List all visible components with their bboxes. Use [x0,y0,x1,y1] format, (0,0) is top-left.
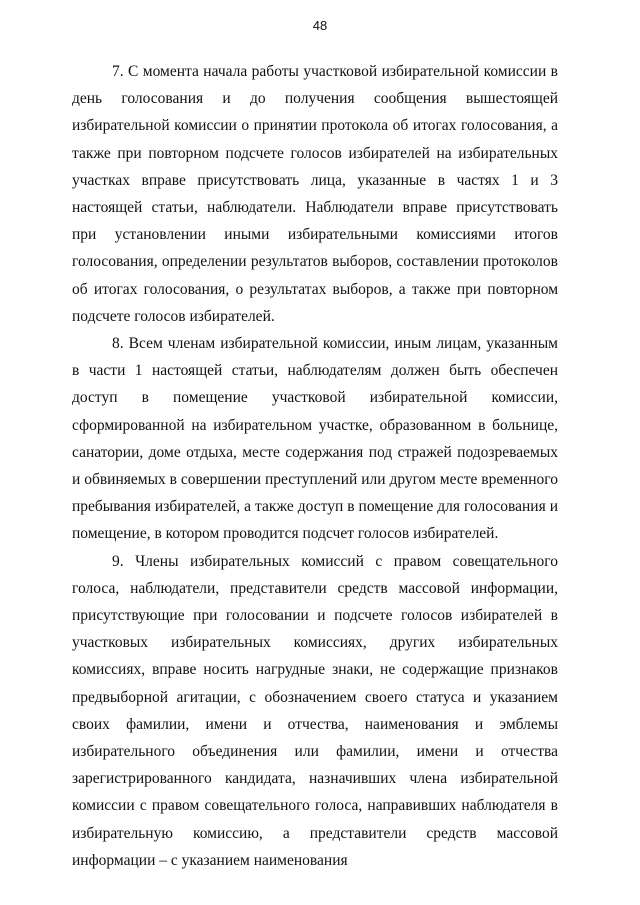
body-text [72,58,558,874]
paragraph-9: 9. Члены избирательных комиссий с правом совещательного голоса, наблюдатели, представители средств массовой информации, присутствующие при голосовании и подсчете голосов избирателей в участковых избирательных комиссиях, других избирательных комиссиях, вправе носить нагрудные знаки, не содержащие признаков предвыборной агитации, с обозначением своего статуса и указанием своих фамилии, имени и отчества, наименования и эмблемы избирательного объединения или фамилии, имени и отчества зарегистрированного кандидата, назначивших члена избирательной комиссии с правом совещательного голоса, направивших наблюдателя в избирательную комиссию, а представители средств массовой информации – с указанием наименования [72,552,558,869]
paragraph-7: 7. С момента начала работы участковой избирательной комиссии в день голосования и до получения сообщения вышестоящей избирательной комиссии о принятии протокола об итогах голосования, а также при повторном подсчете голосов избирателей на избирательных участках вправе присутствовать лица, указанные в частях 1 и 3 настоящей статьи, наблюдатели. Наблюдатели вправе присутствовать при установлении иными избирательными комиссиями итогов голосования, определении результатов выборов, составлении протоколов об итогах голосования, о результатах выборов, а также при повторном подсчете голосов избирателей. [72,63,558,325]
paragraph-8: 8. Всем членам избирательной комиссии, иным лицам, указанным в части 1 настоящей статьи, наблюдателям должен быть обеспечен доступ в помещение участковой избирательной комиссии, сформированной на избирательном участке, образованном в больнице, санатории, доме отдыха, месте содержания под стражей подозреваемых и обвиняемых в совершении преступлений или другом месте временного пребывания избирателей, а также доступ в помещение для голосования и помещение, в котором проводится подсчет голосов избирателей. [72,335,558,543]
page-number: 48 [312,18,328,33]
